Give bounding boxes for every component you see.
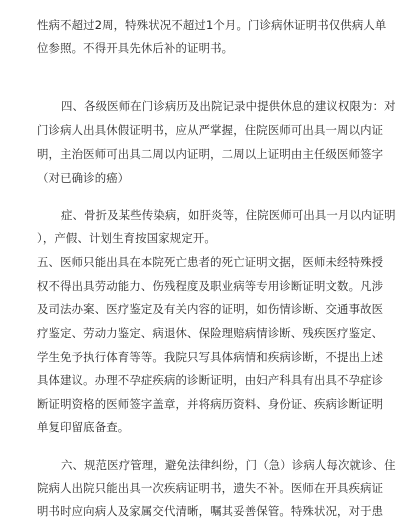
text-line-19: 明书时应向病人及家属交代清晰，嘱其妥善保管。特殊状况，对于患 [37, 504, 384, 518]
text-line-4: 门诊病人出具休假证明书，应从严掌握，住院医师可出具一周以内证 [37, 123, 384, 137]
text-line-14: 具体建议。办理不孕症疾病的诊断证明，由妇产科具有出具不孕症诊 [37, 373, 384, 387]
text-line-13: 学生免予执行体育等等。我院只写具体病情和疾病诊断，不提出上述 [37, 350, 384, 364]
text-line-11: 及司法办案、医疗鉴定及有关内容的证明，如伤情诊断、交通事故医 [37, 302, 384, 316]
text-line-12: 疗鉴定、劳动力鉴定、病退休、保险理赔病情诊断、残疾医疗鉴定、 [37, 326, 384, 340]
text-line-18: 院病人出院只能出具一次疾病证明书，遗失不补。医师在开具疾病证 [37, 481, 384, 495]
text-line-6: （对已确诊的癌） [37, 171, 130, 185]
text-line-10: 权不得出具劳动能力、伤残程度及职业病等专用诊断证明文数。凡涉 [37, 279, 384, 293]
text-line-1: 性病不超过2周，特殊状况不超过1个月。门诊病休证明书仅供病人单 [37, 18, 387, 32]
text-line-17: 六、规范医疗管理，避免法律纠纷，门（急）诊病人每次就诊、住 [61, 458, 396, 472]
text-line-16: 单复印留底备查。 [37, 420, 130, 434]
text-line-7: 症、骨折及某些传染病，如肝炎等，住院医师可出具一月以内证明 [61, 208, 396, 222]
text-line-3: 四、各级医师在门诊病历及出院记录中提供休息的建议权限为：对 [61, 99, 396, 113]
text-line-2: 位参照。不得开具先休后补的证明书。 [37, 41, 234, 55]
text-line-5: 明，主治医师可出具二周以内证明，二周以上证明由主任级医师签字 [37, 147, 384, 161]
text-line-15: 断证明资格的医师签字盖章，并将病历资料、身份证、疾病诊断证明 [37, 397, 384, 411]
text-line-8: ），产假、计划生育按国家规定开。 [37, 231, 216, 245]
text-line-9: 五、医师只能出具在本院死亡患者的死亡证明文据，医师未经特殊授 [37, 255, 384, 269]
